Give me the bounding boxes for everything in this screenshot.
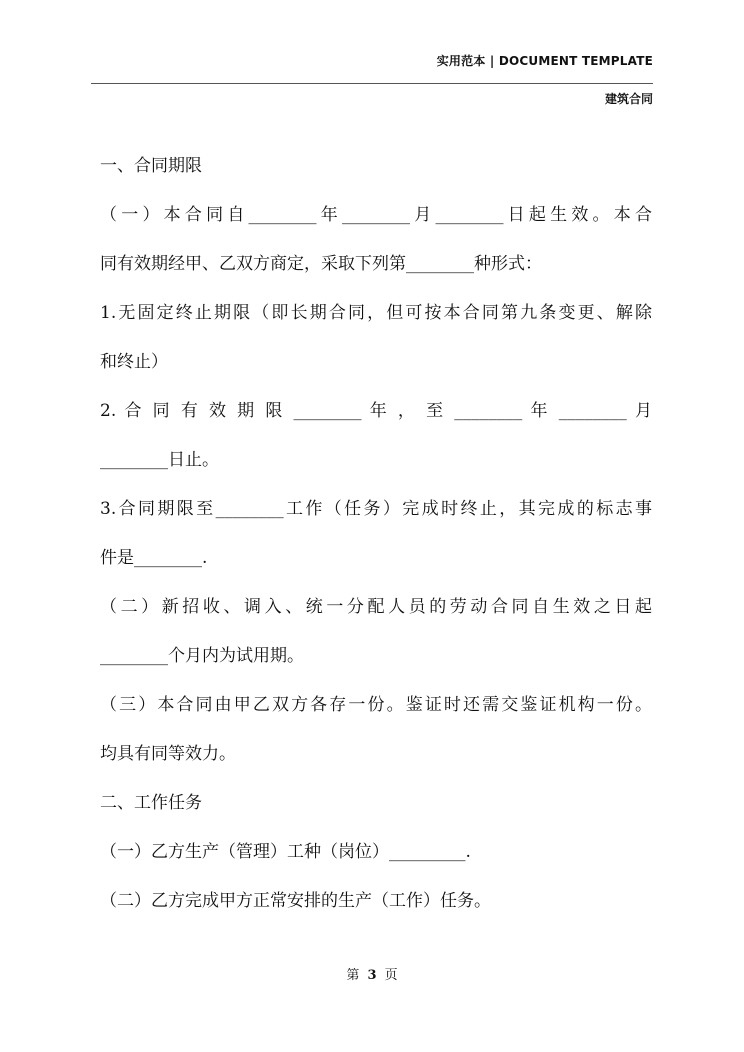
paragraph-line: 和终止） bbox=[100, 352, 168, 372]
header-divider bbox=[91, 83, 653, 84]
paragraph-line: 3.合同期限至________工作（任务）完成时终止，其完成的标志事 bbox=[100, 499, 652, 519]
page-suffix: 页 bbox=[384, 968, 398, 983]
header-title: 实用范本 | DOCUMENT TEMPLATE bbox=[436, 54, 653, 68]
paragraph-line: （三）本合同由甲乙双方各存一份。鉴证时还需交鉴证机构一份。 bbox=[100, 695, 652, 715]
paragraph-line: 同有效期经甲、乙双方商定，采取下列第________种形式： bbox=[100, 254, 542, 274]
paragraph-line: （一）本合同自________年________月________日起生效。本合 bbox=[100, 205, 652, 225]
paragraph-line: 1.无固定终止期限（即长期合同，但可按本合同第九条变更、解除 bbox=[100, 303, 652, 323]
header-subtitle: 建筑合同 bbox=[604, 92, 653, 106]
document-body bbox=[100, 142, 652, 926]
page-number: 3 bbox=[367, 968, 377, 983]
paragraph-line: （二）乙方完成甲方正常安排的生产（工作）任务。 bbox=[100, 891, 491, 911]
paragraph-line: 2. 合 同 有 效 期 限 ________ 年 ， 至 ________ 年 ________ 月 bbox=[100, 401, 652, 421]
paragraph-line: （一）乙方生产（管理）工种（岗位）_________. bbox=[100, 842, 471, 862]
paragraph-line: ________日止。 bbox=[100, 450, 219, 470]
page-prefix: 第 bbox=[346, 968, 360, 983]
paragraph-line: ________个月内为试用期。 bbox=[100, 646, 304, 666]
paragraph-line: （二）新招收、调入、统一分配人员的劳动合同自生效之日起 bbox=[100, 597, 652, 617]
paragraph-line: 件是________. bbox=[100, 548, 208, 568]
section-heading-task: 二、工作任务 bbox=[100, 793, 202, 813]
paragraph-line: 均具有同等效力。 bbox=[100, 744, 236, 764]
section-heading-term: 一、合同期限 bbox=[100, 156, 202, 176]
page-footer bbox=[0, 964, 744, 983]
